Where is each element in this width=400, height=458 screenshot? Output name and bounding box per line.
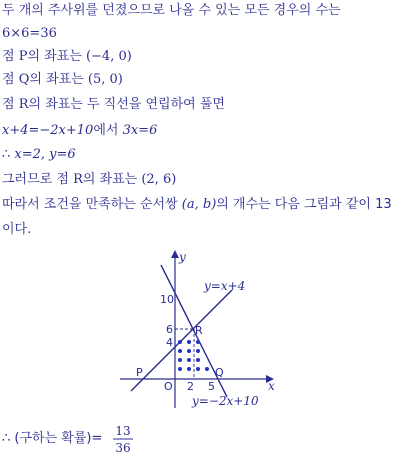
point [178,340,182,344]
tick-4: 4 [166,336,173,349]
tick-6: 6 [166,323,173,336]
line-point-r: 그러므로 점 R의 좌표는 (2, 6) [2,172,177,187]
point [196,367,200,371]
line-count: 따라서 조건을 만족하는 순서쌍 (a, b)의 개수는 다음 그림과 같이 13 [2,197,392,212]
line1-label: y=x+4 [204,279,246,293]
line-point-p: 점 P의 좌표는 (−4, 0) [2,49,132,64]
line-total-cases: 두 개의 주사위를 던졌으므로 나올 수 있는 모든 경우의 수는 [2,3,341,18]
line-probability: ∴ (구하는 확률)= [2,431,103,446]
tick-10: 10 [160,293,174,306]
point [196,358,200,362]
label-q: Q [215,366,224,379]
line-equation: x+4=−2x+10에서 3x=6 [2,123,158,138]
label-r: R [195,324,203,337]
label-p: P [136,366,143,379]
point [187,340,191,344]
line-solution: ∴ x=2, y=6 [2,147,76,162]
tick-2: 2 [187,380,194,393]
point [187,358,191,362]
line2-label: y=−2x+10 [192,394,259,408]
point [178,349,182,353]
lattice-points [178,340,209,371]
line-point-q: 점 Q의 좌표는 (5, 0) [2,72,123,87]
line-end: 이다. [2,222,32,237]
point [196,340,200,344]
fraction-denominator: 36 [115,441,131,455]
point [178,358,182,362]
line-point-r-intro: 점 R의 좌표는 두 직선을 연립하여 풀면 [2,97,225,112]
point [187,349,191,353]
point [196,349,200,353]
y-axis-arrow [171,250,179,258]
fraction-numerator: 13 [115,424,131,438]
origin-label: O [164,380,173,393]
tick-5: 5 [208,380,215,393]
point [205,367,209,371]
point [187,367,191,371]
x-axis-label: x [268,379,275,393]
y-axis-label: y [179,250,186,264]
point [178,367,182,371]
line-36: 6×6=36 [2,26,57,41]
